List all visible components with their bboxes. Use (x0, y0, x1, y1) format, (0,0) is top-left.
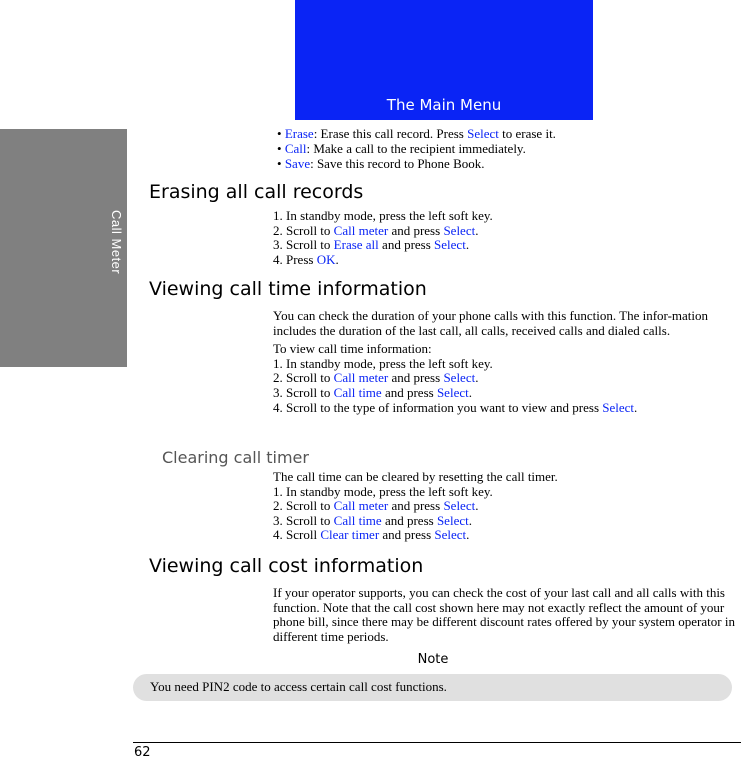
screen-title: The Main Menu (386, 96, 502, 114)
cost-intro: If your operator supports, you can check the cost of your last call and all calls with this function. Note that the call cost shown here may not exactly reflect the amount of your phone bill, since there may be different discount rates offered by your system operator in different time periods. (273, 585, 735, 644)
note-text: You need PIN2 code to access certain call cost functions. (150, 679, 447, 694)
phone-screen (295, 0, 593, 120)
step: 1. In standby mode, press the left soft key. (273, 208, 493, 223)
option-save: • Save: Save this record to Phone Book. (277, 156, 485, 171)
heading-time: Viewing call time information (149, 278, 427, 300)
clear-section (273, 470, 736, 543)
step: 4. Scroll to the type of information you want to view and press Select. (273, 399, 638, 415)
step: 1. In standby mode, press the left soft key. (273, 483, 493, 499)
heading-erase: Erasing all call records (149, 181, 364, 203)
step: 3. Scroll to Call time and press Select. (273, 384, 472, 400)
step: 4. Scroll Clear timer and press Select. (273, 527, 470, 543)
option-call: • Call: Make a call to the recipient immediately. (277, 141, 526, 156)
heading-cost: Viewing call cost information (149, 555, 424, 577)
cost-section (273, 586, 736, 644)
clear-intro: The call time can be cleared by resetting the call timer. (273, 469, 558, 484)
step: 2. Scroll to Call meter and press Select. (273, 498, 479, 514)
erase-steps (273, 209, 736, 267)
step: 3. Scroll to Call time and press Select. (273, 512, 472, 528)
step: 2. Scroll to Call meter and press Select. (273, 222, 479, 238)
step: 4. Press OK. (273, 251, 339, 267)
note-label: Note (417, 652, 449, 667)
page-number: 62 (134, 745, 151, 760)
time-section (273, 309, 736, 415)
note-box (133, 674, 732, 701)
options-list (277, 126, 556, 171)
step: 2. Scroll to Call meter and press Select. (273, 370, 479, 386)
step: 1. In standby mode, press the left soft key. (273, 355, 493, 371)
footer-divider (133, 742, 741, 743)
time-intro: You can check the duration of your phone calls with this function. The infor-mation includes the duration of the last call, all calls, received calls and dialed calls. (273, 308, 709, 338)
time-to-view: To view call time information: (273, 341, 432, 357)
step: 3. Scroll to Erase all and press Select. (273, 237, 470, 253)
side-tab-label: Call Meter (109, 210, 124, 275)
heading-clear: Clearing call timer (162, 448, 309, 467)
option-erase: • Erase: Erase this call record. Press Select to erase it. (277, 126, 556, 141)
